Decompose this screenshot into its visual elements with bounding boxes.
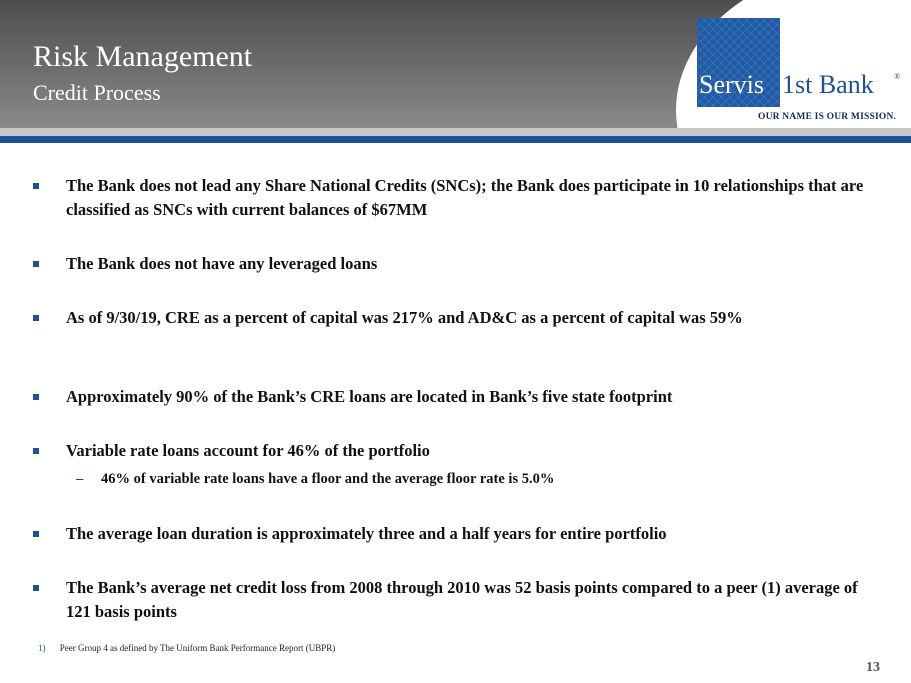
bullet-text: Variable rate loans account for 46% of the portfolio: [66, 441, 430, 460]
square-bullet-icon: [33, 585, 39, 591]
square-bullet-icon: [33, 394, 39, 400]
square-bullet-icon: [33, 315, 39, 321]
slide-title: Risk Management: [33, 40, 253, 73]
footnote-number: 1): [38, 643, 46, 653]
bullet-text: The Bank does not have any leveraged loans: [66, 254, 378, 273]
square-bullet-icon: [33, 261, 39, 267]
header-divider-blue: [0, 136, 911, 143]
slide-subtitle: Credit Process: [33, 80, 161, 105]
dash-bullet-icon: –: [76, 471, 84, 487]
logo-tagline: OUR NAME IS OUR MISSION.: [758, 112, 897, 122]
bullet-text: The Bank does not lead any Share National Credits (SNCs); the Bank does participate in 10 relationships that are classified as SNCs with current balances of $67MM: [66, 176, 864, 219]
square-bullet-icon: [33, 183, 39, 189]
slide-header: [0, 0, 911, 128]
bullet-item: [66, 439, 886, 463]
footnote: [38, 643, 335, 653]
bullet-text: The Bank’s average net credit loss from 2008 through 2010 was 52 basis points compared to a peer (1) average of 121 basis points: [66, 578, 858, 621]
square-bullet-icon: [33, 448, 39, 454]
sub-bullet-text: 46% of variable rate loans have a floor and the average floor rate is 5.0%: [101, 471, 555, 487]
bullet-text: Approximately 90% of the Bank’s CRE loans are located in Bank’s five state footprint: [66, 387, 673, 406]
bullet-item: [66, 385, 886, 409]
header-divider-light: [0, 128, 911, 136]
page-number: 13: [866, 660, 880, 675]
square-bullet-icon: [33, 531, 39, 537]
bullet-text: The average loan duration is approximately three and a half years for entire portfolio: [66, 524, 667, 543]
logo-registered-mark: ®: [894, 72, 901, 81]
bullet-text: As of 9/30/19, CRE as a percent of capital was 217% and AD&C as a percent of capital was 59%: [66, 308, 743, 327]
bullet-item: [66, 522, 886, 546]
footnote-text: Peer Group 4 as defined by The Uniform Bank Performance Report (UBPR): [59, 643, 336, 653]
bullet-item: [66, 174, 886, 222]
logo-name-1st-bank: 1st Bank: [782, 70, 874, 99]
logo-name-servis: Servis: [699, 70, 764, 99]
bullet-item: [66, 306, 886, 330]
bullet-item: [66, 252, 886, 276]
bullet-item: [66, 576, 886, 624]
sub-bullet-item: [76, 468, 881, 490]
